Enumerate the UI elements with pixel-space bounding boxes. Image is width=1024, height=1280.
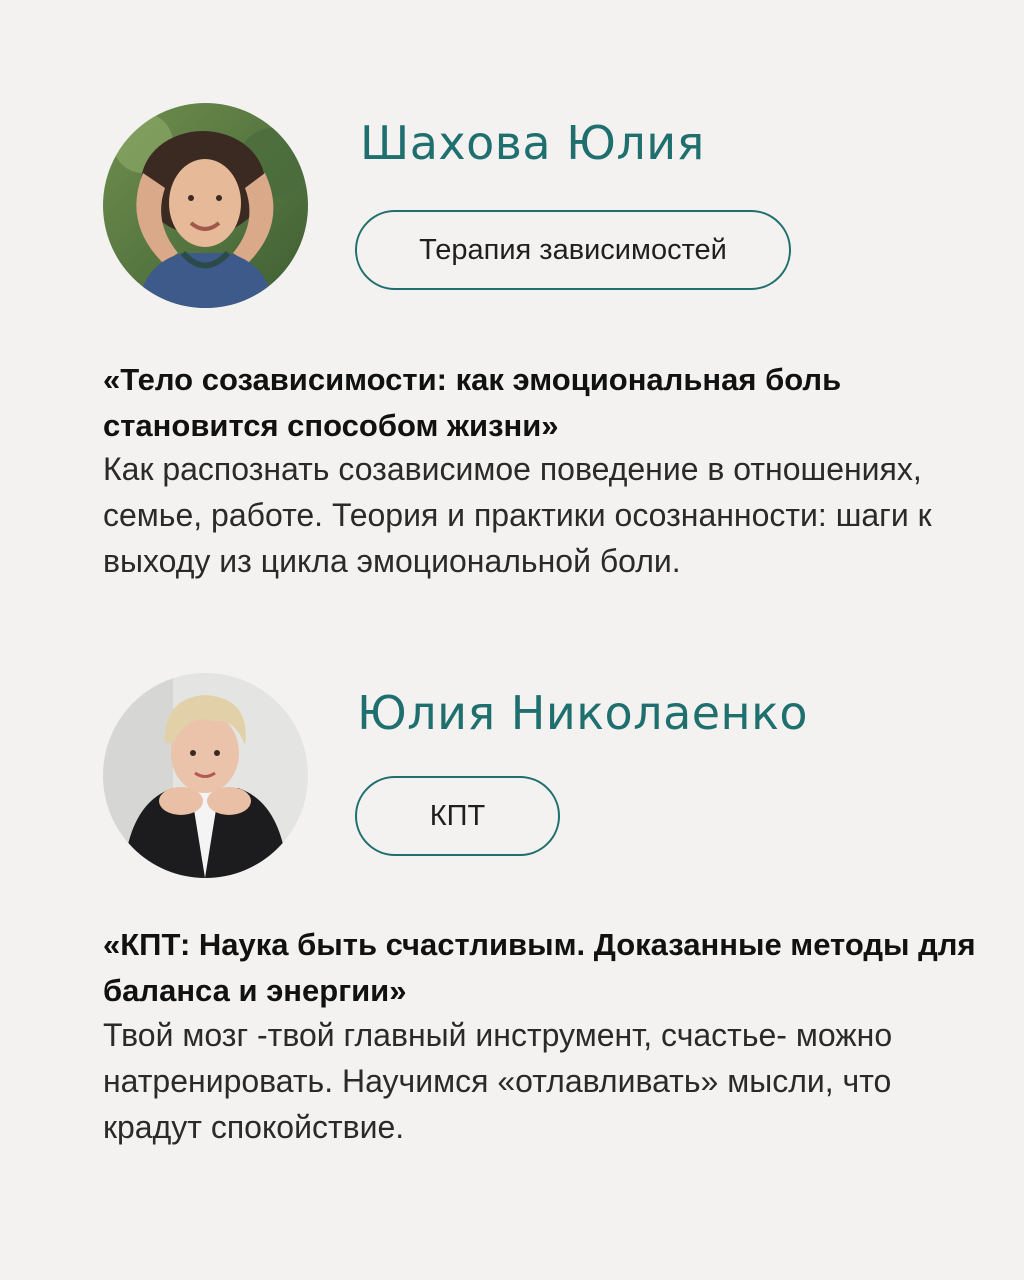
speaker-photo-avatar: [103, 673, 308, 878]
speaker-name: Юлия Николаенко: [357, 686, 809, 740]
speaker-photo-avatar: [103, 103, 308, 308]
specialty-tag: Терапия зависимостей: [355, 210, 791, 290]
talk-title: «Тело созависимости: как эмоциональная боль становится способом жизни»: [103, 362, 842, 443]
speaker-card: [0, 640, 1024, 1280]
talk-description: Твой мозг -твой главный инструмент, счастье- можно натренировать. Научимся «отлавливать» мысли, что крадут спокойствие.: [103, 1017, 893, 1145]
speaker-name: Шахова Юлия: [360, 116, 705, 170]
talk-title: «КПТ: Наука быть счастливым. Доказанные методы для баланса и энергии»: [103, 927, 976, 1008]
talk-description: Как распознать созависимое поведение в отношениях, семье, работе. Теория и практики осознанности: шаги к выходу из цикла эмоциональной боли.: [103, 451, 932, 579]
specialty-tag: КПТ: [355, 776, 560, 856]
speaker-portrait-icon: [103, 673, 308, 878]
speaker-portrait-icon: [103, 103, 308, 308]
